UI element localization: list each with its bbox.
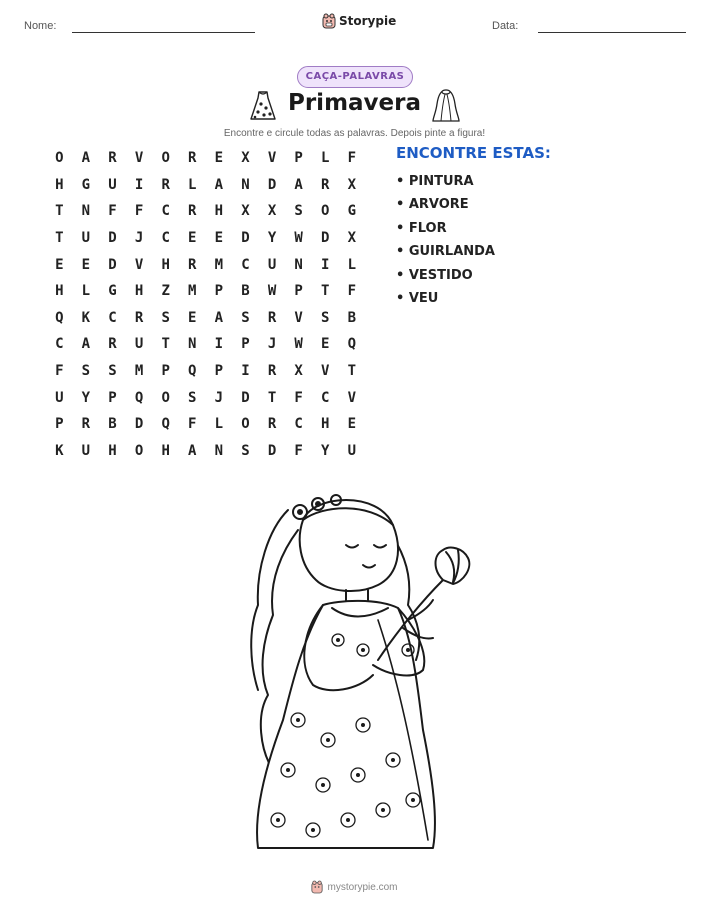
grid-cell: E [347,416,357,433]
grid-cell: O [241,416,250,433]
date-label: Data: [492,20,519,32]
grid-cell: A [214,309,224,326]
grid-cell: R [267,416,277,433]
grid-cell: Y [321,442,330,459]
grid-cell: S [108,363,117,380]
date-line [538,32,686,33]
grid-cell: Q [161,416,170,433]
grid-cell: L [188,176,197,193]
grid-row [46,225,366,252]
name-label: Nome: [24,20,57,32]
grid-cell: F [294,442,303,459]
grid-cell: T [55,230,64,247]
grid-cell: D [134,416,144,433]
grid-cell: C [161,203,170,220]
grid-cell: D [267,176,277,193]
grid-cell: D [108,256,117,273]
girl-with-flower-illustration [228,490,474,852]
grid-cell: C [108,309,117,326]
grid-cell: F [108,203,117,220]
grid-cell: U [81,442,91,459]
grid-cell: H [108,442,117,459]
grid-cell: O [161,150,170,167]
grid-cell: A [214,176,224,193]
grid-cell: X [347,176,357,193]
grid-cell: E [321,336,330,353]
grid-row [46,198,366,225]
grid-cell: R [321,176,330,193]
word-list-title: ENCONTRE ESTAS: [396,144,551,162]
grid-cell: V [321,363,330,380]
grid-cell: P [241,336,250,353]
grid-cell: Y [81,389,91,406]
grid-cell: F [55,363,64,380]
grid-cell: Q [55,309,64,326]
grid-cell: P [214,363,224,380]
grid-cell: A [81,150,91,167]
grid-cell: G [108,283,117,300]
grid-cell: F [347,150,357,167]
grid-cell: O [321,203,330,220]
grid-cell: A [294,176,303,193]
storypie-logo-icon [311,880,323,894]
grid-cell: R [267,309,277,326]
footer-url: mystorypie.com [327,881,398,893]
grid-cell: N [81,203,91,220]
word-item: • VESTIDO [396,267,473,283]
grid-cell: A [188,442,197,459]
grid-cell: K [55,442,64,459]
grid-cell: P [108,389,117,406]
grid-cell: T [321,283,330,300]
grid-row [46,331,366,358]
grid-cell: P [294,150,303,167]
grid-cell: R [161,176,170,193]
grid-cell: F [134,203,144,220]
grid-cell: U [81,230,91,247]
grid-cell: C [161,230,170,247]
grid-cell: V [134,150,144,167]
grid-cell: L [214,416,224,433]
grid-cell: G [81,176,91,193]
grid-cell: X [347,230,357,247]
grid-cell: C [321,389,330,406]
grid-cell: O [161,389,170,406]
grid-cell: E [188,230,197,247]
word-list [396,144,596,310]
grid-cell: B [347,309,357,326]
grid-cell: J [134,230,144,247]
grid-cell: H [161,442,170,459]
grid-cell: Z [161,283,170,300]
grid-cell: E [214,230,224,247]
letter-grid [46,145,366,464]
grid-cell: I [134,176,144,193]
brand-name: Storypie [339,14,397,28]
grid-row [46,358,366,385]
grid-cell: L [81,283,91,300]
footer [0,880,709,894]
grid-cell: U [347,442,357,459]
grid-cell: A [81,336,91,353]
grid-cell: T [347,363,357,380]
worksheet-header [0,0,709,48]
storypie-logo-icon [322,13,336,29]
grid-cell: X [241,203,250,220]
category-badge: CAÇA-PALAVRAS [297,66,413,88]
grid-cell: X [294,363,303,380]
grid-cell: M [134,363,144,380]
grid-cell: U [55,389,64,406]
grid-cell: Q [188,363,197,380]
grid-cell: S [241,309,250,326]
grid-cell: J [214,389,224,406]
grid-row [46,251,366,278]
grid-row [46,145,366,172]
grid-cell: R [81,416,91,433]
grid-cell: I [321,256,330,273]
grid-cell: R [188,256,197,273]
grid-cell: E [188,309,197,326]
grid-cell: S [294,203,303,220]
grid-cell: S [241,442,250,459]
grid-row [46,438,366,465]
grid-cell: V [347,389,357,406]
grid-cell: F [294,389,303,406]
grid-cell: G [347,203,357,220]
grid-cell: C [294,416,303,433]
grid-cell: I [214,336,224,353]
page-title: Primavera [287,90,422,116]
grid-cell: N [214,442,224,459]
grid-cell: D [108,230,117,247]
grid-cell: C [55,336,64,353]
grid-cell: P [55,416,64,433]
grid-cell: L [321,150,330,167]
grid-cell: C [241,256,250,273]
grid-cell: R [108,336,117,353]
name-line [72,32,255,33]
grid-cell: L [347,256,357,273]
grid-cell: O [134,442,144,459]
grid-cell: E [55,256,64,273]
grid-cell: H [55,283,64,300]
grid-cell: R [108,150,117,167]
grid-cell: K [81,309,91,326]
grid-cell: Q [347,336,357,353]
grid-cell: V [134,256,144,273]
grid-cell: R [188,203,197,220]
grid-cell: H [161,256,170,273]
word-item: • ARVORE [396,197,469,213]
grid-cell: S [321,309,330,326]
grid-cell: U [134,336,144,353]
grid-cell: R [134,309,144,326]
grid-cell: H [214,203,224,220]
grid-cell: M [188,283,197,300]
grid-cell: U [108,176,117,193]
grid-cell: W [294,336,303,353]
word-item: • VEU [396,290,439,306]
grid-cell: B [241,283,250,300]
grid-cell: D [267,442,277,459]
grid-cell: T [267,389,277,406]
grid-cell: T [161,336,170,353]
grid-cell: M [214,256,224,273]
grid-row [46,411,366,438]
grid-cell: V [267,150,277,167]
grid-cell: P [214,283,224,300]
veil-icon [431,88,461,124]
title-row [0,90,709,124]
grid-cell: B [108,416,117,433]
word-item: • FLOR [396,220,447,236]
grid-cell: N [294,256,303,273]
grid-cell: N [241,176,250,193]
grid-row [46,278,366,305]
grid-cell: V [294,309,303,326]
grid-cell: W [294,230,303,247]
grid-cell: Y [267,230,277,247]
grid-cell: R [267,363,277,380]
grid-row [46,172,366,199]
word-item: • PINTURA [396,174,474,189]
word-item: • GUIRLANDA [396,244,495,260]
grid-cell: T [55,203,64,220]
grid-cell: R [188,150,197,167]
grid-row [46,384,366,411]
grid-cell: E [214,150,224,167]
grid-cell: X [267,203,277,220]
grid-cell: O [55,150,64,167]
grid-cell: H [134,283,144,300]
instructions: Encontre e circule todas as palavras. Depois pinte a figura! [223,128,486,139]
grid-cell: U [267,256,277,273]
grid-cell: D [321,230,330,247]
grid-cell: F [347,283,357,300]
grid-cell: P [294,283,303,300]
grid-cell: H [321,416,330,433]
grid-cell: I [241,363,250,380]
grid-cell: W [267,283,277,300]
grid-cell: N [188,336,197,353]
brand-logo [322,13,396,29]
grid-cell: H [55,176,64,193]
grid-cell: J [267,336,277,353]
grid-cell: F [188,416,197,433]
grid-cell: Q [134,389,144,406]
grid-cell: S [188,389,197,406]
grid-cell: S [161,309,170,326]
grid-row [46,305,366,332]
grid-cell: D [241,389,250,406]
grid-cell: P [161,363,170,380]
grid-cell: X [241,150,250,167]
grid-cell: D [241,230,250,247]
grid-cell: S [81,363,91,380]
grid-cell: E [81,256,91,273]
